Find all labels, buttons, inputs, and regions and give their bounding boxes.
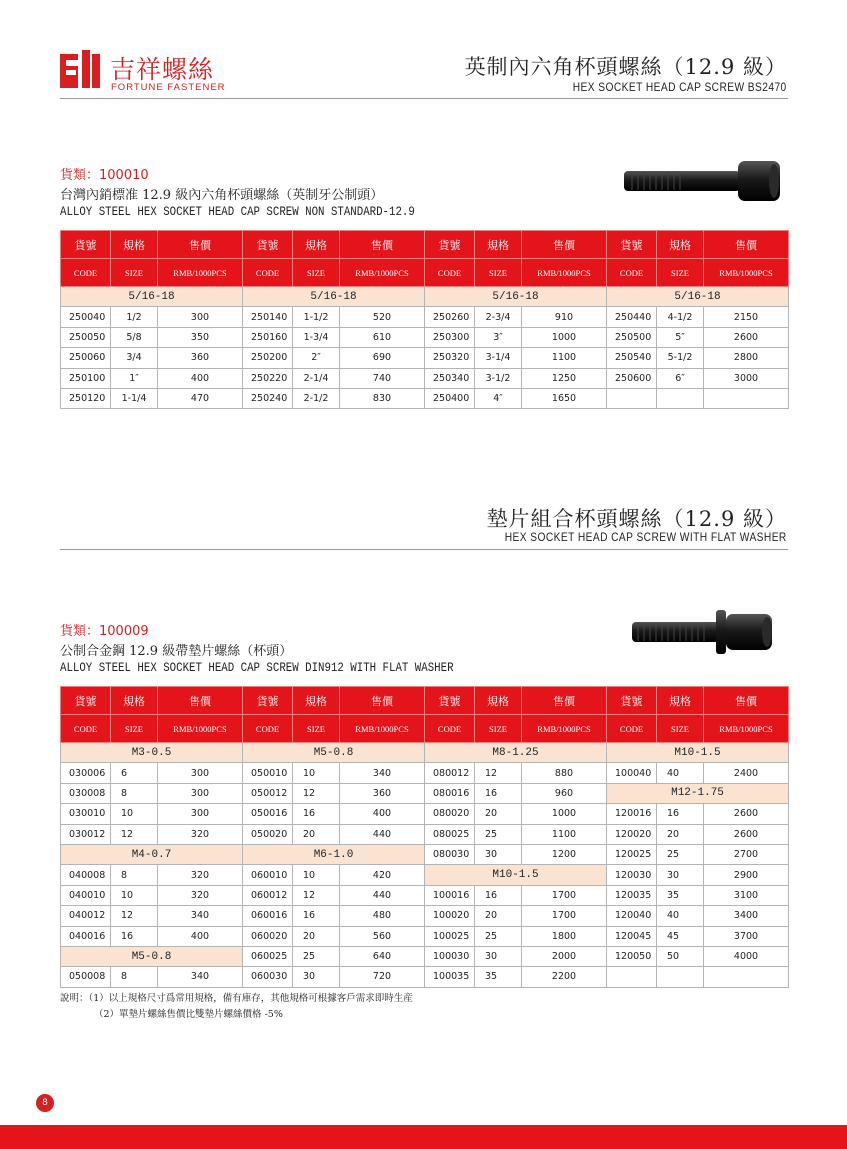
size-cell: 5-1/2	[657, 348, 704, 368]
code-cell: 040016	[61, 926, 111, 946]
section2-desc-cn: 公制合金鋼 12.9 級帶墊片螺絲（杯頭）	[60, 644, 293, 659]
price-cell: 1000	[522, 804, 607, 824]
header-code-en: CODE	[61, 259, 111, 287]
table-row	[61, 824, 789, 844]
code-cell: 030010	[61, 804, 111, 824]
code-cell: 040010	[61, 885, 111, 905]
code-cell: 120025	[607, 844, 657, 864]
size-group-label: 5/16-18	[61, 287, 243, 307]
code-cell: 250540	[607, 348, 657, 368]
price-cell: 2600	[704, 804, 789, 824]
table-header-cn	[61, 231, 789, 259]
section1-desc-cn: 台灣內銷標准 12.9 級內六角杯頭螺絲（英制牙公制頭）	[60, 188, 384, 203]
table-row	[61, 967, 789, 987]
size-cell: 20	[475, 804, 522, 824]
size-group-label: M5-0.8	[243, 743, 425, 763]
section1-divider	[60, 98, 788, 99]
size-cell: 2″	[293, 348, 340, 368]
header-price-en: RMB/1000PCS	[340, 259, 425, 287]
price-cell: 470	[158, 388, 243, 408]
code-cell: 080016	[425, 783, 475, 803]
price-cell: 480	[340, 906, 425, 926]
code-cell: 060010	[243, 865, 293, 885]
header-size-en: SIZE	[475, 715, 522, 743]
code-cell: 080025	[425, 824, 475, 844]
price-cell: 3700	[704, 926, 789, 946]
code-cell: 250060	[61, 348, 111, 368]
code-cell: 060030	[243, 967, 293, 987]
header-price-cn: 售價	[522, 231, 607, 259]
price-cell: 720	[340, 967, 425, 987]
code-cell: 250140	[243, 307, 293, 327]
price-cell: 360	[158, 348, 243, 368]
header-code-cn: 貨號	[243, 231, 293, 259]
table-row	[61, 885, 789, 905]
size-cell: 16	[475, 783, 522, 803]
header-code-en: CODE	[607, 259, 657, 287]
note-line-2: （2）單墊片螺絲售價比雙墊片螺絲價格 -5%	[94, 1009, 283, 1020]
header-price-cn: 售價	[704, 231, 789, 259]
header-size-en: SIZE	[111, 259, 158, 287]
header-size-cn: 規格	[293, 687, 340, 715]
price-cell: 440	[340, 824, 425, 844]
size-cell: 16	[293, 906, 340, 926]
price-cell: 1100	[522, 348, 607, 368]
header-price-cn: 售價	[704, 687, 789, 715]
price-cell: 350	[158, 327, 243, 347]
size-cell: 2-1/2	[293, 388, 340, 408]
washer-screw-image	[630, 608, 776, 656]
code-cell: 100035	[425, 967, 475, 987]
size-cell: 1″	[111, 368, 158, 388]
size-cell: 1-1/4	[111, 388, 158, 408]
price-cell: 2150	[704, 307, 789, 327]
code-cell: 250100	[61, 368, 111, 388]
price-cell: 960	[522, 783, 607, 803]
price-cell: 2000	[522, 946, 607, 966]
code-cell: 250040	[61, 307, 111, 327]
header-price-cn: 售價	[158, 231, 243, 259]
code-cell: 120016	[607, 804, 657, 824]
size-group-label: M12-1.75	[607, 783, 789, 803]
size-group-label: 5/16-18	[425, 287, 607, 307]
brand-name-en: FORTUNE FASTENER	[111, 82, 226, 93]
size-cell: 16	[657, 804, 704, 824]
price-cell: 1650	[522, 388, 607, 408]
code-cell: 120050	[607, 946, 657, 966]
section1-title-en: HEX SOCKET HEAD CAP SCREW BS2470	[573, 80, 787, 94]
size-cell: 12	[111, 906, 158, 926]
size-cell: 5″	[657, 327, 704, 347]
table-row	[61, 783, 789, 803]
header-code-cn: 貨號	[425, 231, 475, 259]
code-cell: 060016	[243, 906, 293, 926]
header-code-en: CODE	[425, 715, 475, 743]
table-row	[61, 926, 789, 946]
price-cell: 320	[158, 885, 243, 905]
section1-code-label: 貨類：100010	[60, 168, 149, 183]
price-cell: 320	[158, 824, 243, 844]
header-size-en: SIZE	[657, 259, 704, 287]
header-size-cn: 規格	[293, 231, 340, 259]
table-row	[61, 388, 789, 408]
price-cell: 400	[158, 368, 243, 388]
code-cell: 250300	[425, 327, 475, 347]
header-size-en: SIZE	[111, 715, 158, 743]
header-size-cn: 規格	[657, 687, 704, 715]
section2-divider	[60, 549, 788, 550]
table-row	[61, 946, 789, 966]
code-cell: 100030	[425, 946, 475, 966]
size-cell	[657, 388, 704, 408]
header-price-en: RMB/1000PCS	[704, 259, 789, 287]
size-cell: 6″	[657, 368, 704, 388]
price-cell: 740	[340, 368, 425, 388]
code-cell: 060012	[243, 885, 293, 905]
size-cell: 20	[293, 824, 340, 844]
code-cell: 250240	[243, 388, 293, 408]
price-table-2	[60, 686, 789, 988]
header-code-cn: 貨號	[61, 231, 111, 259]
code-cell: 250440	[607, 307, 657, 327]
size-cell: 12	[293, 783, 340, 803]
header-price-cn: 售價	[158, 687, 243, 715]
size-cell: 25	[475, 926, 522, 946]
table-row	[61, 865, 789, 885]
section1-title-cn: 英制內六角杯頭螺絲（12.9 級）	[464, 55, 787, 79]
header-price-en: RMB/1000PCS	[340, 715, 425, 743]
header-price-en: RMB/1000PCS	[158, 715, 243, 743]
table-header-en	[61, 715, 789, 743]
code-cell: 250050	[61, 327, 111, 347]
size-cell: 25	[293, 946, 340, 966]
code-cell: 250340	[425, 368, 475, 388]
price-cell: 440	[340, 885, 425, 905]
price-cell: 830	[340, 388, 425, 408]
size-cell: 12	[111, 824, 158, 844]
header-code-en: CODE	[243, 715, 293, 743]
code-cell: 120020	[607, 824, 657, 844]
size-cell: 3/4	[111, 348, 158, 368]
code-cell: 250260	[425, 307, 475, 327]
code-cell: 250320	[425, 348, 475, 368]
header-code-en: CODE	[607, 715, 657, 743]
header-code-cn: 貨號	[607, 231, 657, 259]
footer-bar	[0, 1125, 847, 1149]
code-cell: 080030	[425, 844, 475, 864]
price-cell: 420	[340, 865, 425, 885]
code-cell: 040008	[61, 865, 111, 885]
code-cell: 250220	[243, 368, 293, 388]
price-cell: 2600	[704, 327, 789, 347]
table-row	[61, 906, 789, 926]
code-cell: 050010	[243, 763, 293, 783]
price-cell: 2700	[704, 844, 789, 864]
size-group-label: M10-1.5	[607, 743, 789, 763]
size-cell: 35	[475, 967, 522, 987]
section2-code-label: 貨類：100009	[60, 624, 149, 639]
price-cell	[704, 967, 789, 987]
page-number: 8	[36, 1094, 54, 1112]
code-cell: 050012	[243, 783, 293, 803]
header-code-cn: 貨號	[61, 687, 111, 715]
price-cell: 1250	[522, 368, 607, 388]
table-row	[61, 844, 789, 864]
table-header-en	[61, 259, 789, 287]
code-cell: 100040	[607, 763, 657, 783]
code-cell: 080012	[425, 763, 475, 783]
size-cell: 20	[657, 824, 704, 844]
code-cell: 250120	[61, 388, 111, 408]
code-cell: 080020	[425, 804, 475, 824]
size-cell: 16	[293, 804, 340, 824]
code-cell: 120045	[607, 926, 657, 946]
table-row	[61, 327, 789, 347]
header-price-cn: 售價	[340, 687, 425, 715]
section1-desc-en: ALLOY STEEL HEX SOCKET HEAD CAP SCREW NON STANDARD-12.9	[60, 205, 415, 219]
price-cell: 300	[158, 804, 243, 824]
code-cell: 250500	[607, 327, 657, 347]
header-price-en: RMB/1000PCS	[522, 259, 607, 287]
header-size-cn: 規格	[111, 231, 158, 259]
price-cell: 1800	[522, 926, 607, 946]
size-group-label: 5/16-18	[607, 287, 789, 307]
code-cell: 120030	[607, 865, 657, 885]
size-group-label: M4-0.7	[61, 844, 243, 864]
table-header-cn	[61, 687, 789, 715]
size-cell: 2-1/4	[293, 368, 340, 388]
code-cell	[607, 967, 657, 987]
header-size-cn: 規格	[657, 231, 704, 259]
size-cell: 20	[293, 926, 340, 946]
size-cell: 8	[111, 967, 158, 987]
size-group-label: M5-0.8	[61, 946, 243, 966]
header-price-cn: 售價	[522, 687, 607, 715]
size-cell: 12	[293, 885, 340, 905]
price-cell: 340	[158, 967, 243, 987]
size-cell: 4″	[475, 388, 522, 408]
size-cell: 30	[657, 865, 704, 885]
header-code-en: CODE	[61, 715, 111, 743]
table-row	[61, 804, 789, 824]
price-cell: 300	[158, 307, 243, 327]
size-cell: 25	[475, 824, 522, 844]
header-size-cn: 規格	[111, 687, 158, 715]
size-cell: 1-1/2	[293, 307, 340, 327]
price-cell: 340	[340, 763, 425, 783]
size-cell: 10	[111, 885, 158, 905]
code-cell: 050016	[243, 804, 293, 824]
header-code-cn: 貨號	[607, 687, 657, 715]
code-cell: 060020	[243, 926, 293, 946]
header-code-cn: 貨號	[425, 687, 475, 715]
code-cell: 030008	[61, 783, 111, 803]
code-cell: 030012	[61, 824, 111, 844]
code-cell: 050008	[61, 967, 111, 987]
price-cell: 690	[340, 348, 425, 368]
table-row	[61, 287, 789, 307]
size-group-label: 5/16-18	[243, 287, 425, 307]
price-cell: 2600	[704, 824, 789, 844]
brand-name-cn: 吉祥螺絲	[110, 55, 215, 84]
size-cell: 16	[475, 885, 522, 905]
price-cell: 340	[158, 906, 243, 926]
header-size-en: SIZE	[293, 715, 340, 743]
size-cell: 30	[475, 844, 522, 864]
price-cell: 400	[158, 926, 243, 946]
size-cell: 16	[111, 926, 158, 946]
price-cell: 610	[340, 327, 425, 347]
size-cell: 3″	[475, 327, 522, 347]
price-cell: 2900	[704, 865, 789, 885]
code-cell: 250200	[243, 348, 293, 368]
note-line-1: 說明：（1）以上規格尺寸爲常用規格，備有庫存，其他規格可根據客戶需求即時生産	[60, 993, 413, 1004]
size-cell: 30	[293, 967, 340, 987]
header-size-cn: 規格	[475, 687, 522, 715]
price-cell: 880	[522, 763, 607, 783]
table-row	[61, 743, 789, 763]
table-row	[61, 307, 789, 327]
brand-logo	[60, 50, 226, 96]
table-row	[61, 763, 789, 783]
price-cell: 910	[522, 307, 607, 327]
section2-desc-en: ALLOY STEEL HEX SOCKET HEAD CAP SCREW DIN912 WITH FLAT WASHER	[60, 661, 454, 675]
price-cell: 4000	[704, 946, 789, 966]
size-cell: 10	[111, 804, 158, 824]
size-cell: 2-3/4	[475, 307, 522, 327]
price-cell: 300	[158, 783, 243, 803]
size-cell: 10	[293, 763, 340, 783]
header-price-cn: 售價	[340, 231, 425, 259]
size-cell: 20	[475, 906, 522, 926]
price-cell: 1100	[522, 824, 607, 844]
price-cell: 2800	[704, 348, 789, 368]
size-cell: 5/8	[111, 327, 158, 347]
brand-logo-icon	[60, 50, 102, 90]
code-cell: 030006	[61, 763, 111, 783]
code-cell: 120040	[607, 906, 657, 926]
header-size-en: SIZE	[293, 259, 340, 287]
table-row	[61, 368, 789, 388]
header-code-cn: 貨號	[243, 687, 293, 715]
size-cell: 25	[657, 844, 704, 864]
size-cell: 10	[293, 865, 340, 885]
code-cell: 250160	[243, 327, 293, 347]
section2-title-en: HEX SOCKET HEAD CAP SCREW WITH FLAT WASHER	[505, 530, 787, 544]
price-cell: 1700	[522, 885, 607, 905]
code-cell: 060025	[243, 946, 293, 966]
size-cell: 30	[475, 946, 522, 966]
price-cell: 1700	[522, 906, 607, 926]
size-cell: 3-1/2	[475, 368, 522, 388]
code-cell: 100025	[425, 926, 475, 946]
size-cell: 45	[657, 926, 704, 946]
size-cell: 8	[111, 783, 158, 803]
price-cell: 560	[340, 926, 425, 946]
size-cell: 6	[111, 763, 158, 783]
price-cell	[704, 388, 789, 408]
size-group-label: M8-1.25	[425, 743, 607, 763]
header-size-en: SIZE	[475, 259, 522, 287]
code-cell	[607, 388, 657, 408]
code-cell: 100020	[425, 906, 475, 926]
price-cell: 300	[158, 763, 243, 783]
code-cell: 050020	[243, 824, 293, 844]
size-group-label: M3-0.5	[61, 743, 243, 763]
size-cell: 3-1/4	[475, 348, 522, 368]
price-cell: 640	[340, 946, 425, 966]
header-code-en: CODE	[243, 259, 293, 287]
size-cell	[657, 967, 704, 987]
size-cell: 40	[657, 763, 704, 783]
size-cell: 1-3/4	[293, 327, 340, 347]
header-price-en: RMB/1000PCS	[522, 715, 607, 743]
header-code-en: CODE	[425, 259, 475, 287]
code-cell: 040012	[61, 906, 111, 926]
size-cell: 50	[657, 946, 704, 966]
price-cell: 1200	[522, 844, 607, 864]
price-cell: 3000	[704, 368, 789, 388]
header-price-en: RMB/1000PCS	[158, 259, 243, 287]
price-cell: 3100	[704, 885, 789, 905]
price-cell: 1000	[522, 327, 607, 347]
code-cell: 250400	[425, 388, 475, 408]
price-cell: 2200	[522, 967, 607, 987]
section2-title-cn: 墊片組合杯頭螺絲（12.9 級）	[486, 507, 787, 531]
cap-screw-image	[622, 158, 784, 204]
size-group-label: M6-1.0	[243, 844, 425, 864]
size-cell: 12	[475, 763, 522, 783]
size-cell: 8	[111, 865, 158, 885]
price-cell: 2400	[704, 763, 789, 783]
size-cell: 1/2	[111, 307, 158, 327]
table-row	[61, 348, 789, 368]
size-cell: 4-1/2	[657, 307, 704, 327]
price-cell: 360	[340, 783, 425, 803]
size-cell: 35	[657, 885, 704, 905]
price-cell: 3400	[704, 906, 789, 926]
header-size-en: SIZE	[657, 715, 704, 743]
code-cell: 100016	[425, 885, 475, 905]
code-cell: 120035	[607, 885, 657, 905]
header-price-en: RMB/1000PCS	[704, 715, 789, 743]
code-cell: 250600	[607, 368, 657, 388]
size-group-label: M10-1.5	[425, 865, 607, 885]
price-table-1	[60, 230, 789, 409]
price-cell: 520	[340, 307, 425, 327]
header-size-cn: 規格	[475, 231, 522, 259]
size-cell: 40	[657, 906, 704, 926]
price-cell: 400	[340, 804, 425, 824]
price-cell: 320	[158, 865, 243, 885]
